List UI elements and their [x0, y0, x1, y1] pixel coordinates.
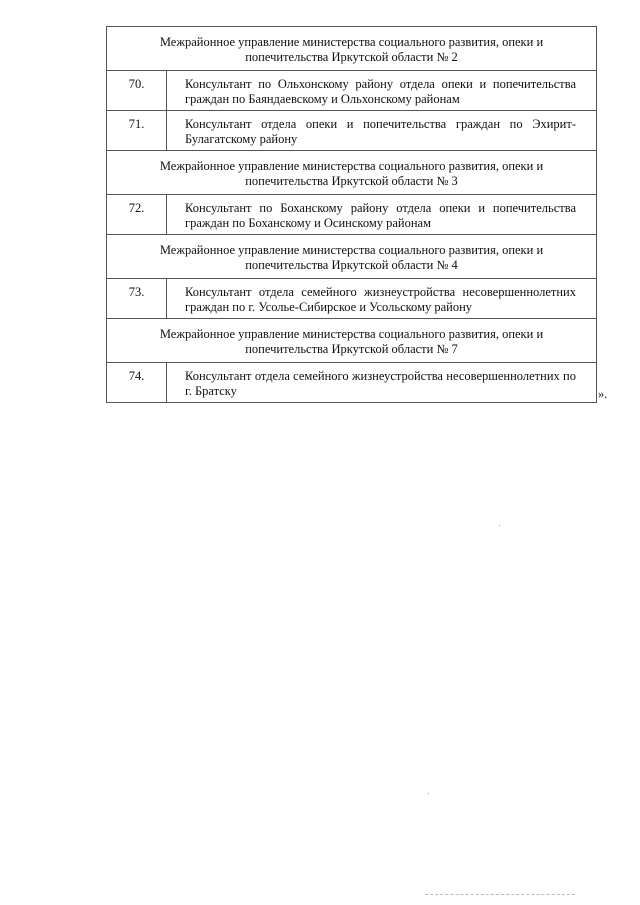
section-row [107, 235, 597, 279]
table-row [107, 71, 597, 111]
table-row [107, 195, 597, 235]
section-header: Межрайонное управление министерства социального развития, опеки и попечительства Иркутской области № 3 [107, 151, 597, 195]
table-row [107, 363, 597, 403]
positions-table [106, 26, 597, 403]
section-header: Межрайонное управление министерства социального развития, опеки и попечительства Иркутской области № 2 [107, 27, 597, 71]
scan-speck [499, 525, 500, 526]
table-row [107, 111, 597, 151]
section-header: Межрайонное управление министерства социального развития, опеки и попечительства Иркутской области № 4 [107, 235, 597, 279]
row-number: 74. [107, 363, 167, 403]
section-header: Межрайонное управление министерства социального развития, опеки и попечительства Иркутской области № 7 [107, 319, 597, 363]
scan-edge-mark [425, 894, 575, 895]
table-row [107, 279, 597, 319]
position-title: Консультант отдела семейного жизнеустройства несовершеннолетних по г. Братску [167, 363, 597, 403]
closing-quote-mark: ». [598, 387, 608, 401]
position-title: Консультант отдела опеки и попечительства граждан по Эхирит-Булагатскому району [167, 111, 597, 151]
row-number: 70. [107, 71, 167, 111]
position-title: Консультант по Ольхонскому району отдела опеки и попечительства граждан по Баяндаевскому и Ольхонскому районам [167, 71, 597, 111]
section-row [107, 319, 597, 363]
row-number: 73. [107, 279, 167, 319]
section-row [107, 151, 597, 195]
scan-speck [428, 793, 429, 794]
row-number: 72. [107, 195, 167, 235]
section-row [107, 27, 597, 71]
position-title: Консультант отдела семейного жизнеустройства несовершеннолетних граждан по г. Усолье-Сибирское и Усольскому району [167, 279, 597, 319]
row-number: 71. [107, 111, 167, 151]
position-title: Консультант по Боханскому району отдела опеки и попечительства граждан по Боханскому и Осинскому районам [167, 195, 597, 235]
